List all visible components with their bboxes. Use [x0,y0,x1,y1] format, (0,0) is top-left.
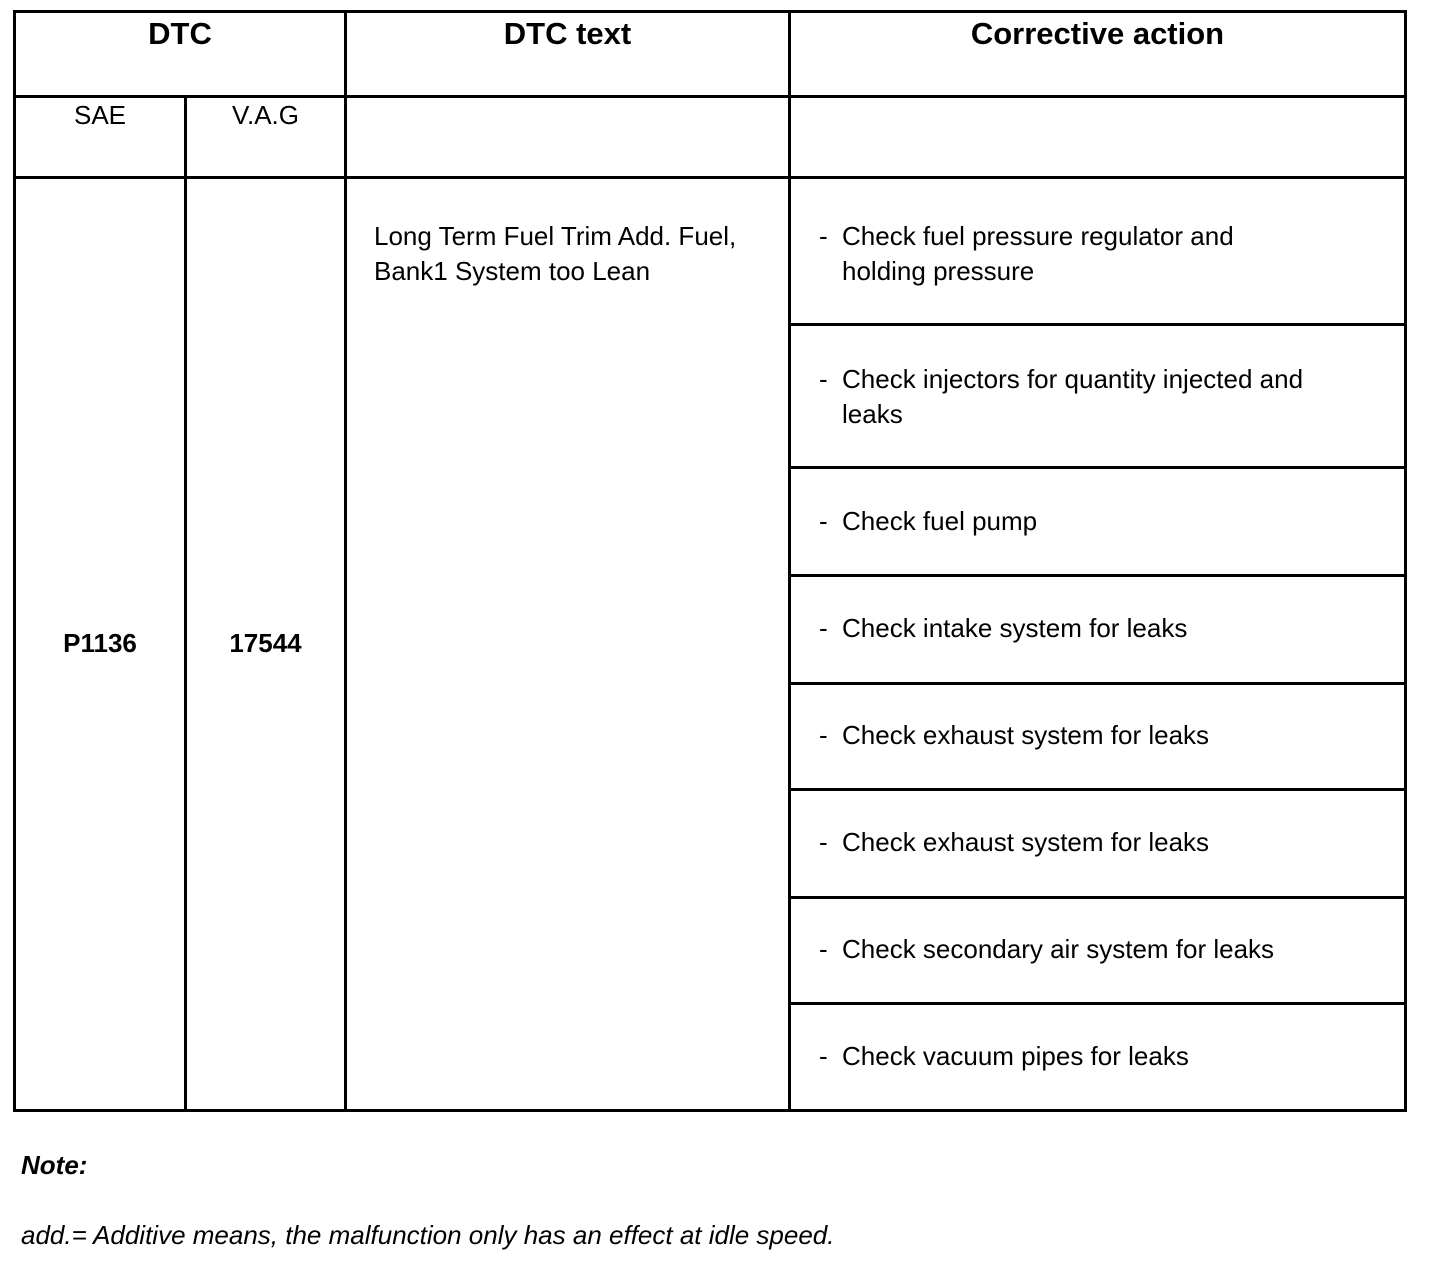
action-item [819,825,1209,860]
action-divider [789,466,1407,469]
header-divider [13,95,1407,98]
action-item [819,718,1209,753]
action-item [819,932,1274,967]
action-text: Check intake system for leaks [842,613,1188,643]
header-dtc: DTC [148,16,212,51]
header-corrective-action: Corrective action [970,16,1225,51]
table-border-top [13,10,1407,13]
action-item [819,219,1234,289]
subheader-vag: V.A.G [232,100,299,130]
action-divider [789,896,1407,899]
subheader-divider [13,176,1407,179]
note-title: Note: [21,1150,88,1180]
action-text: Check fuel pressure regulator and holding pressure [842,221,1234,286]
action-divider [789,682,1407,685]
table-border-left [13,10,16,1112]
bullet-dash: - [819,506,828,536]
bullet-dash: - [819,827,828,857]
action-text: Check secondary air system for leaks [842,934,1275,964]
bullet-dash: - [819,720,828,750]
action-text: Check vacuum pipes for leaks [842,1041,1189,1071]
dtc-text-line-1: Long Term Fuel Trim Add. Fuel, [374,221,737,251]
bullet-dash: - [819,221,828,251]
action-text: Check exhaust system for leaks [842,827,1210,857]
text-column-divider [788,10,791,1112]
dtc-column-divider [344,10,347,1112]
action-divider [789,323,1407,326]
bullet-dash: - [819,1041,828,1071]
action-text: Check injectors for quantity injected and leaks [842,364,1304,429]
action-text: Check fuel pump [842,506,1038,536]
subheader-sae: SAE [73,100,127,130]
header-dtc-text: DTC text [503,16,632,51]
action-divider [789,1002,1407,1005]
bullet-dash: - [819,613,828,643]
note-text: add.= Additive means, the malfunction only has an effect at idle speed. [21,1220,835,1250]
bullet-dash: - [819,364,828,394]
table-border-right [1404,10,1407,1112]
sae-vag-divider [184,95,187,1112]
action-divider [789,788,1407,791]
bullet-dash: - [819,934,828,964]
action-text: Check exhaust system for leaks [842,720,1210,750]
table-border-bottom [13,1109,1407,1112]
vag-code: 17544 [229,628,302,658]
action-item [819,611,1187,646]
dtc-text-line-2: Bank1 System too Lean [374,256,651,286]
action-item [819,1039,1189,1074]
action-divider [789,574,1407,577]
action-item [819,504,1037,539]
action-item [819,362,1303,432]
sae-code: P1136 [63,628,137,658]
